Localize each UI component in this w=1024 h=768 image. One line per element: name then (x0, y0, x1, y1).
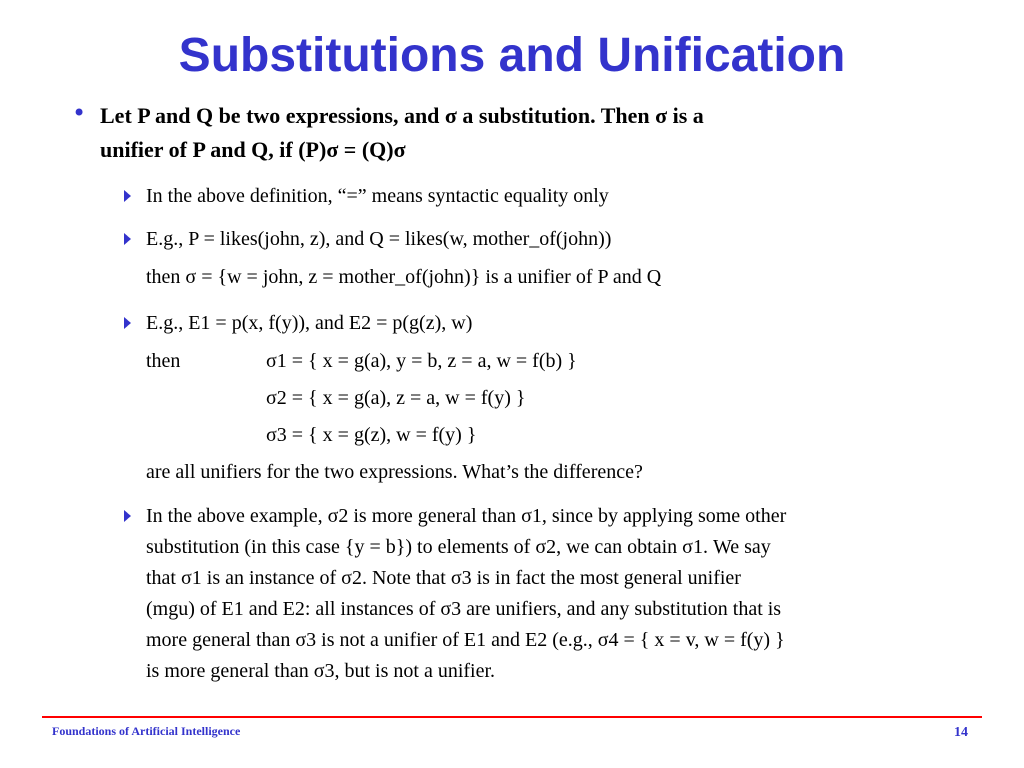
line-text: that σ1 is an instance of σ2. Note that σ3 is in fact the most general unifier (146, 567, 741, 589)
example-1-line-1 (146, 228, 611, 251)
bullet-icon: • (72, 99, 87, 127)
footer-rule (42, 716, 982, 718)
line-text: σ2 = { x = g(a), z = a, w = f(y) } (266, 387, 526, 409)
example-2-then (146, 350, 180, 373)
sigma-3-definition (266, 424, 476, 447)
line-text: σ1 = { x = g(a), y = b, z = a, w = f(b) } (266, 350, 577, 372)
line-text: In the above definition, “=” means syntactic equality only (146, 185, 609, 207)
mgu-paragraph-line-3 (146, 567, 741, 590)
line-text: is more general than σ3, but is not a unifier. (146, 660, 496, 682)
line-text: σ3 = { x = g(z), w = f(y) } (266, 424, 477, 446)
line-text: unifier of P and Q, if (P)σ = (Q)σ (100, 137, 406, 162)
mgu-paragraph-line-2 (146, 536, 771, 559)
subpoint-syntactic-equality (146, 185, 609, 208)
mgu-paragraph-line-5 (146, 629, 785, 652)
line-text: then (146, 350, 181, 372)
line-text: E.g., P = likes(john, z), and Q = likes(w, mother_of(john)) (146, 228, 612, 250)
line-text: E.g., E1 = p(x, f(y)), and E2 = p(g(z), w) (146, 312, 473, 334)
line-text: In the above example, σ2 is more general than σ1, since by applying some other (146, 505, 787, 527)
arrow-bullet-icon (124, 190, 131, 202)
line-text: then σ = {w = john, z = mother_of(john)} is a unifier of P and Q (146, 266, 662, 288)
definition-line-1 (100, 103, 704, 129)
mgu-paragraph-line-4 (146, 598, 781, 621)
arrow-bullet-icon (124, 233, 131, 245)
line-text: are all unifiers for the two expressions. What’s the difference? (146, 461, 643, 483)
example-2-line-1 (146, 312, 472, 335)
mgu-paragraph-line-1 (146, 505, 786, 528)
line-text: (mgu) of E1 and E2: all instances of σ3 are unifiers, and any substitution that is (146, 598, 782, 620)
arrow-bullet-icon (124, 317, 131, 329)
line-text: substitution (in this case {y = b}) to elements of σ2, we can obtain σ1. We say (146, 536, 771, 558)
line-text: more general than σ3 is not a unifier of E1 and E2 (e.g., σ4 = { x = v, w = f(y) } (146, 629, 785, 651)
sigma-1-definition (266, 350, 577, 373)
sigma-2-definition (266, 387, 525, 410)
footer-course-title: Foundations of Artificial Intelligence (52, 724, 241, 738)
example-2-conclusion (146, 461, 643, 484)
arrow-bullet-icon (124, 510, 131, 522)
mgu-paragraph-line-6 (146, 660, 495, 683)
page-number: 14 (954, 725, 968, 740)
line-text: Let P and Q be two expressions, and σ a substitution. Then σ is a (100, 103, 704, 128)
definition-line-2 (100, 137, 406, 163)
example-1-line-2 (146, 266, 661, 289)
slide-title: Substitutions and Unification (178, 29, 846, 82)
